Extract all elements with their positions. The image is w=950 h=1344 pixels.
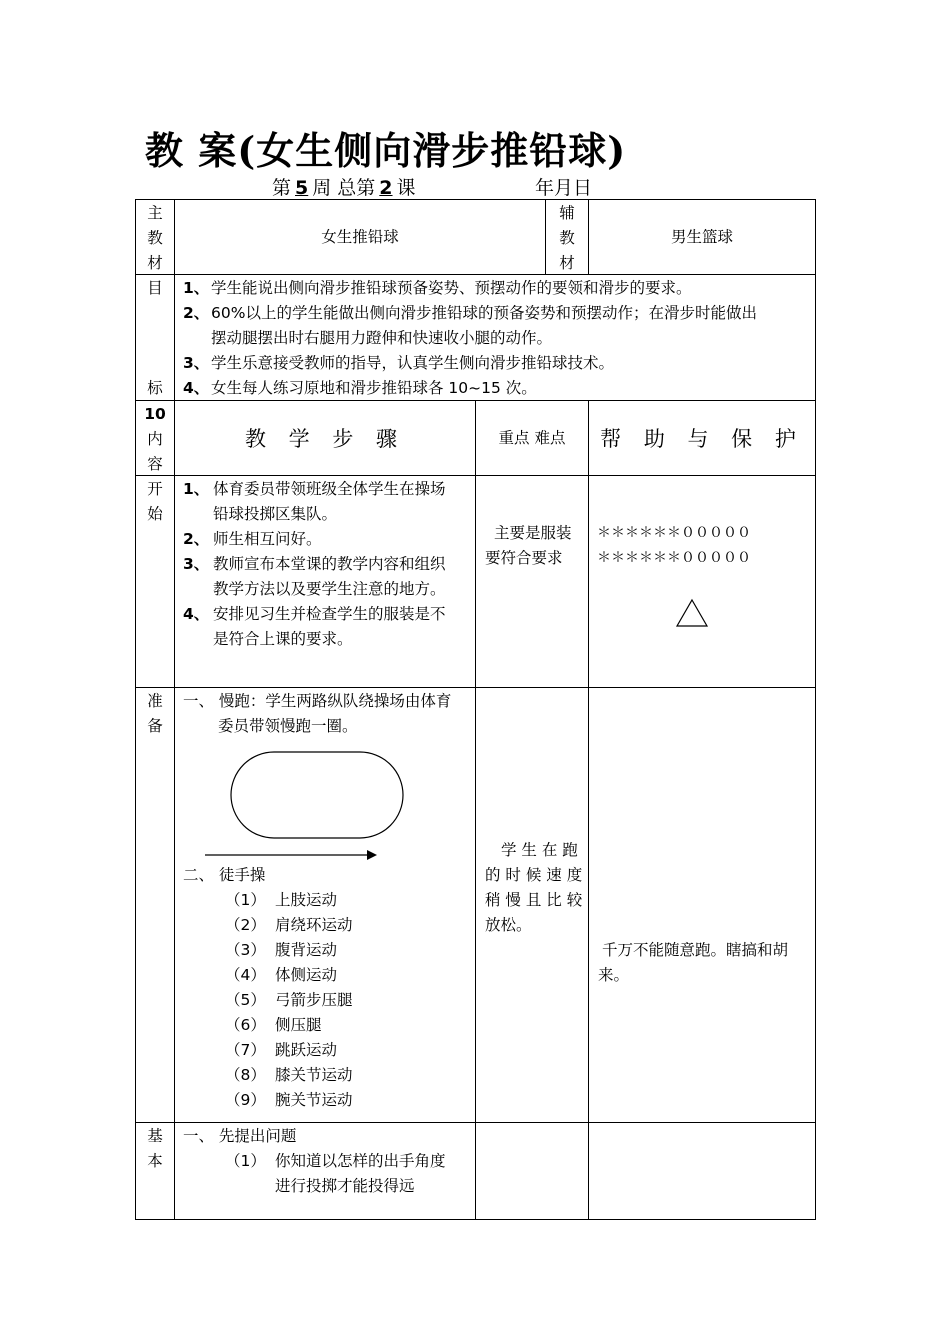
keypoints-header-cell: [475, 400, 589, 476]
label-char: 材: [559, 254, 575, 272]
step-text: 是符合上课的要求。: [213, 630, 353, 648]
label-char: 标: [147, 379, 163, 397]
aux-material-value: 男生篮球: [670, 227, 733, 246]
exercise-number: （7）: [225, 1041, 266, 1059]
formation-row: ＊＊＊＊＊＊０００００: [597, 525, 751, 541]
start-steps-cell: [174, 475, 476, 688]
exercise-number: （8）: [225, 1066, 266, 1084]
item-number: 4、: [183, 605, 210, 623]
basic-steps-cell: [174, 1122, 476, 1220]
item-number: 4、: [183, 379, 210, 397]
teacher-triangle-icon: [675, 598, 709, 628]
exercise-number: （1）: [225, 891, 266, 909]
objective-text: 学生乐意接受教师的指导，认真学生侧向滑步推铅球技术。: [211, 354, 615, 372]
exercise-number: （3）: [225, 941, 266, 959]
label-char: 教: [147, 229, 163, 247]
objective-text: 学生能说出侧向滑步推铅球预备姿势、预摆动作的要领和滑步的要求。: [211, 279, 692, 297]
item-number: 1、: [183, 480, 210, 498]
help-header-cell: [588, 400, 816, 476]
exercise-title: 二、 徒手操: [183, 866, 266, 884]
main-material-value-cell: [174, 199, 546, 275]
step-text: 教师宣布本堂课的教学内容和组织: [213, 555, 446, 573]
objective-text: 女生每人练习原地和滑步推铅球各 10~15 次。: [211, 379, 537, 397]
item-number: 2、: [183, 530, 210, 548]
exercise-name: 肩绕环运动: [275, 916, 353, 934]
help-header: 帮 助 与 保 护: [600, 427, 804, 451]
basic-title: 一、 先提出问题: [183, 1127, 297, 1145]
prep-keypoint-cell: [475, 687, 589, 1123]
year-label: 年: [535, 177, 555, 199]
page-title: 教 案(女生侧向滑步推铅球): [145, 128, 627, 173]
exercise-number: （4）: [225, 966, 266, 984]
label-char: 内: [147, 430, 163, 448]
question-text: 进行投掷才能投得远: [275, 1177, 415, 1195]
date-line: [535, 173, 592, 200]
steps-header-cell: [174, 400, 476, 476]
step-text: 教学方法以及要学生注意的地方。: [213, 580, 446, 598]
label-char: 准: [147, 692, 163, 710]
prep-label-cell: [135, 687, 175, 1123]
start-label-cell: [135, 475, 175, 688]
label-char: 始: [147, 505, 163, 523]
month-label: 月: [554, 177, 574, 199]
item-number: 3、: [183, 354, 210, 372]
objective-text: 60%以上的学生能做出侧向滑步推铅球的预备姿势和预摆动作；在滑步时能做出: [211, 304, 757, 322]
content-label-cell: [135, 400, 175, 476]
exercise-number: （9）: [225, 1091, 266, 1109]
steps-header: 教 学 步 骤: [244, 427, 406, 451]
exercise-number: （6）: [225, 1016, 266, 1034]
basic-keypoint-cell: [475, 1122, 589, 1220]
exercise-name: 体侧运动: [275, 966, 338, 984]
objectives-cell: [174, 274, 816, 401]
exercise-name: 膝关节运动: [275, 1066, 353, 1084]
day-label: 日: [573, 177, 593, 199]
exercise-name: 跳跃运动: [275, 1041, 338, 1059]
jog-text: 一、 慢跑：学生两路纵队绕操场由体育: [183, 692, 452, 710]
main-material-value: 女生推铅球: [321, 227, 399, 246]
exercise-number: （2）: [225, 916, 266, 934]
objective-text: 摆动腿摆出时右腿用力蹬伸和快速收小腿的动作。: [211, 329, 553, 347]
item-number: 1、: [183, 279, 210, 297]
track-diagram: [203, 750, 413, 862]
formation-row: ＊＊＊＊＊＊０００００: [597, 550, 751, 566]
keypoint-text: 主要是服装: [494, 524, 572, 542]
help-text: 千万不能随意跑。瞎搞和胡: [602, 941, 789, 959]
objectives-label-cell: [135, 274, 175, 401]
aux-material-label-cell: [545, 199, 589, 275]
label-char: 目: [147, 279, 163, 297]
exercise-name: 侧压腿: [275, 1016, 322, 1034]
aux-material-value-cell: [588, 199, 816, 275]
prep-help-cell: [588, 687, 816, 1123]
keypoint-text: 要符合要求: [485, 549, 563, 567]
prep-steps-cell: [174, 687, 476, 1123]
basic-label-cell: [135, 1122, 175, 1220]
exercise-name: 腕关节运动: [275, 1091, 353, 1109]
lesson-info: [272, 173, 416, 200]
week-suffix: 周 总第: [312, 177, 376, 199]
exercise-number: （5）: [225, 991, 266, 1009]
label-char: 10: [144, 405, 166, 423]
exercise-name: 弓箭步压腿: [275, 991, 353, 1009]
week-number: 5: [295, 177, 309, 199]
week-prefix: 第: [272, 177, 292, 199]
item-number: 2、: [183, 304, 210, 322]
label-char: 材: [147, 254, 163, 272]
label-char: 开: [147, 480, 163, 498]
label-char: 备: [147, 717, 163, 735]
lesson-suffix: 课: [396, 177, 416, 199]
label-char: 教: [559, 229, 575, 247]
item-number: 3、: [183, 555, 210, 573]
jog-text: 委员带领慢跑一圈。: [218, 717, 358, 735]
keypoints-header: 重点 难点: [498, 428, 566, 447]
label-char: 主: [147, 204, 163, 222]
keypoint-text: 学 生 在 跑: [501, 841, 578, 859]
step-text: 师生相互问好。: [213, 530, 322, 548]
question-text: 你知道以怎样的出手角度: [275, 1152, 446, 1170]
basic-help-cell: [588, 1122, 816, 1220]
start-help-cell: [588, 475, 816, 688]
label-char: 本: [147, 1152, 163, 1170]
question-number: （1）: [225, 1152, 266, 1170]
keypoint-text: 放松。: [485, 916, 532, 934]
label-char: 容: [147, 455, 163, 473]
label-char: 基: [147, 1127, 163, 1145]
step-text: 体育委员带领班级全体学生在操场: [213, 480, 446, 498]
main-material-label-cell: [135, 199, 175, 275]
start-keypoint-cell: [475, 475, 589, 688]
lesson-number: 2: [379, 177, 393, 199]
step-text: 铅球投掷区集队。: [213, 505, 338, 523]
label-char: 辅: [559, 204, 575, 222]
keypoint-text: 稍 慢 且 比 较: [485, 891, 583, 909]
step-text: 安排见习生并检查学生的服装是不: [213, 605, 446, 623]
keypoint-text: 的 时 候 速 度: [485, 866, 583, 884]
exercise-name: 上肢运动: [275, 891, 338, 909]
help-text: 来。: [598, 966, 630, 984]
exercise-name: 腹背运动: [275, 941, 338, 959]
